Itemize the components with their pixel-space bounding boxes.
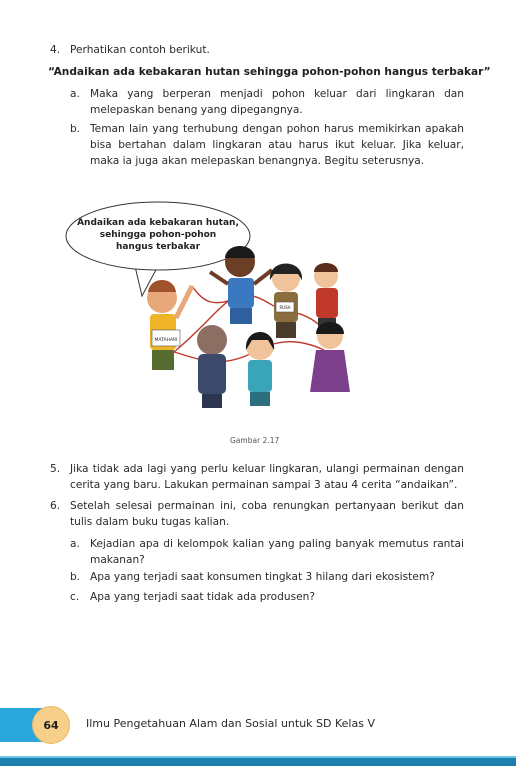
item-4b-text: Teman lain yang terhubung dengan pohon harus memikirkan apakah bisa bertahan dalam lingkaran atau harus ikut keluar. Jika keluar, maka ia juga akan melepaskan benangnya. Begitu seterusnya.: [90, 123, 464, 167]
item-6a-text: Kejadian apa di kelompok kalian yang paling banyak memutus rantai makanan?: [90, 538, 464, 566]
footer-bar: [0, 758, 516, 766]
child-matahari: [147, 280, 192, 370]
bubble-line-2: sehingga pohon-pohon: [99, 230, 217, 240]
figure-caption: Gambar 2.17: [230, 436, 280, 445]
item-6-text: Setelah selesai permainan ini, coba renungkan pertanyaan berikut dan tulis dalam buku tugas kalian.: [70, 500, 464, 528]
item-6c-text: Apa yang terjadi saat tidak ada produsen?: [90, 591, 315, 603]
sign-rusa: RUSA: [279, 305, 291, 310]
item-4-text: Perhatikan contoh berikut.: [70, 44, 210, 56]
sign-matahari: MATAHARI: [154, 338, 178, 343]
item-4a-text: Maka yang berperan menjadi pohon keluar dari lingkaran dan melepaskan benang yang dipegangnya.: [90, 88, 464, 116]
item-5-text: Jika tidak ada lagi yang perlu keluar lingkaran, ulangi permainan dengan cerita yang baru. Lakukan permainan sampai 3 atau 4 cerita “andaikan”.: [70, 463, 464, 491]
item-6-number: 6.: [50, 500, 61, 512]
item-4a-letter: a.: [70, 88, 80, 100]
child-purple: [310, 322, 350, 392]
child-hijab: [197, 325, 227, 408]
child-rusa: [270, 264, 302, 339]
item-6b-text: Apa yang terjadi saat konsumen tingkat 3 hilang dari ekosistem?: [90, 571, 435, 583]
item-6b-letter: b.: [70, 571, 81, 583]
item-4b-letter: b.: [70, 123, 81, 135]
item-6c-letter: c.: [70, 591, 80, 603]
quote-heading: “Andaikan ada kebakaran hutan sehingga pohon-pohon hangus terbakar”: [48, 66, 491, 78]
item-4-number: 4.: [50, 44, 61, 56]
item-6a-letter: a.: [70, 538, 80, 550]
bubble-line-1: Andaikan ada kebakaran hutan,: [77, 218, 239, 228]
child-teal: [246, 332, 274, 406]
book-title: Ilmu Pengetahuan Alam dan Sosial untuk SD Kelas V: [86, 717, 375, 730]
bubble-line-3: hangus terbakar: [115, 242, 201, 252]
game-illustration: [62, 200, 362, 422]
item-5-number: 5.: [50, 463, 61, 475]
page-number: 64: [32, 706, 70, 744]
